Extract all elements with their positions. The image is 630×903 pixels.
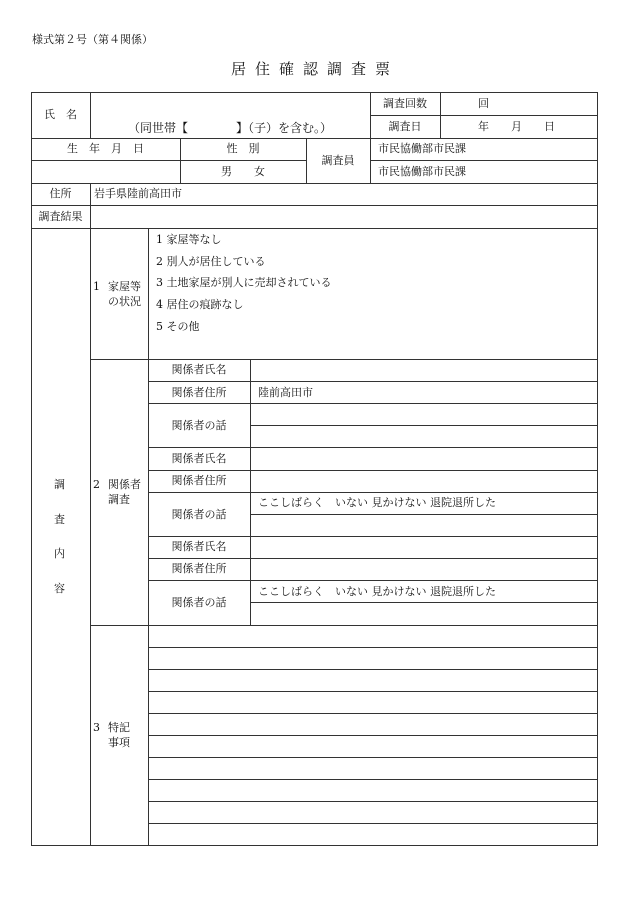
- investigator-label: 調査員: [321, 154, 355, 167]
- page-title: 居住確認調査票: [230, 60, 399, 78]
- section2-label-line: 関係者: [108, 478, 141, 491]
- relation-talk-label: 関係者の話: [171, 596, 227, 609]
- relation-name-label: 関係者氏名: [171, 540, 227, 553]
- grid-line: [370, 160, 598, 161]
- form-number: 様式第２号（第４関係）: [32, 33, 153, 46]
- investigator-2: 市民協働部市民課: [378, 165, 466, 178]
- relation-talk-value: ここしばらく いない 見かけない 退院退所した: [258, 496, 496, 509]
- grid-line: [148, 470, 598, 471]
- grid-line: [148, 536, 598, 537]
- investigator-1: 市民協働部市民課: [378, 142, 466, 155]
- household-note: （同世帯【 】（子）を含む。）: [127, 121, 332, 135]
- grid-line: [148, 492, 598, 493]
- survey-count-label: 調査回数: [383, 97, 427, 110]
- grid-line: [31, 138, 598, 139]
- housing-option: 2 別人が居住している: [156, 255, 266, 268]
- section1-label-line: 家屋等: [108, 280, 141, 293]
- grid-line: [90, 359, 598, 360]
- grid-line: [250, 425, 598, 426]
- address-value: 岩手県陸前高田市: [94, 187, 182, 200]
- section2-label-line: 調査: [108, 493, 130, 506]
- ruled-line: [148, 669, 598, 670]
- survey-content-char: 内: [54, 547, 65, 560]
- relation-talk-label: 関係者の話: [171, 508, 227, 521]
- grid-line: [148, 403, 598, 404]
- housing-option: 4 居住の痕跡なし: [156, 298, 244, 311]
- survey-content-char: 容: [54, 582, 65, 595]
- ruled-line: [148, 823, 598, 824]
- ruled-line: [148, 801, 598, 802]
- section3-label-line: 特記: [108, 721, 130, 734]
- grid-line: [370, 115, 598, 116]
- survey-date-units: 年 月 日: [478, 120, 555, 133]
- grid-line: [31, 160, 306, 161]
- grid-line: [250, 602, 598, 603]
- relation-address-label: 関係者住所: [171, 474, 227, 487]
- relation-talk-label: 関係者の話: [171, 419, 227, 432]
- section1-number: 1: [93, 280, 100, 293]
- grid-line: [31, 183, 598, 184]
- name-label: 氏 名: [44, 108, 77, 121]
- survey-content-char: 査: [54, 513, 65, 526]
- sex-options: 男 女: [221, 165, 265, 178]
- housing-option: 1 家屋等なし: [156, 233, 222, 246]
- grid-line: [31, 228, 598, 229]
- relation-talk-value: ここしばらく いない 見かけない 退院退所した: [258, 585, 496, 598]
- address-label: 住所: [49, 187, 72, 200]
- grid-line: [90, 228, 91, 845]
- relation-address-label: 関係者住所: [171, 562, 227, 575]
- grid-line: [250, 514, 598, 515]
- section1-label-line: の状況: [108, 295, 141, 308]
- ruled-line: [148, 713, 598, 714]
- table-border-bottom: [31, 845, 598, 846]
- sex-label: 性 別: [226, 142, 260, 155]
- grid-line: [370, 138, 371, 183]
- grid-line: [148, 447, 598, 448]
- relation-name-label: 関係者氏名: [171, 452, 227, 465]
- grid-line: [148, 381, 598, 382]
- survey-content-char: 調: [54, 478, 65, 491]
- relation-address-value: 陸前高田市: [258, 386, 313, 399]
- result-label: 調査結果: [38, 210, 83, 223]
- section3-label-line: 事項: [108, 736, 130, 749]
- survey-count-unit: 回: [478, 97, 489, 110]
- relation-name-label: 関係者氏名: [171, 363, 227, 376]
- grid-line: [148, 558, 598, 559]
- relation-address-label: 関係者住所: [171, 386, 227, 399]
- grid-line: [31, 205, 598, 206]
- ruled-line: [148, 735, 598, 736]
- grid-line: [90, 625, 598, 626]
- ruled-line: [148, 757, 598, 758]
- grid-line: [90, 92, 91, 138]
- grid-line: [148, 580, 598, 581]
- housing-option: 3 土地家屋が別人に売却されている: [156, 276, 332, 289]
- ruled-line: [148, 779, 598, 780]
- table-border-top: [31, 92, 598, 93]
- ruled-line: [148, 647, 598, 648]
- housing-option: 5 その他: [156, 320, 200, 333]
- survey-date-label: 調査日: [388, 120, 422, 133]
- ruled-line: [148, 691, 598, 692]
- section2-number: 2: [93, 478, 100, 491]
- birthdate-label: 生 年 月 日: [67, 142, 144, 155]
- section3-number: 3: [93, 721, 100, 734]
